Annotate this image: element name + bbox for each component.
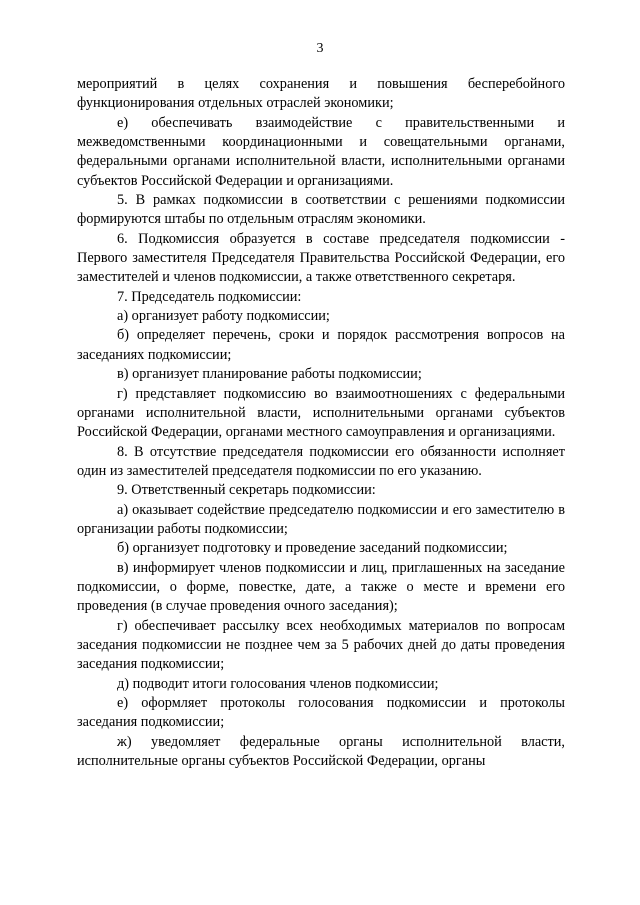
paragraph: г) представляет подкомиссию во взаимоотношениях с федеральными органами исполнительной власти, исполнительными органами субъектов Российской Федерации, органами местного самоуправления и организациями.	[77, 385, 565, 441]
paragraph: е) обеспечивать взаимодействие с правительственными и межведомственными координационными и совещательными органами, федеральными органами исполнительной власти, исполнительными органами субъектов Российской Федерации и организациями.	[77, 114, 565, 189]
paragraph: 6. Подкомиссия образуется в составе председателя подкомиссии - Первого заместителя Председателя Правительства Российской Федерации, его заместителей и членов подкомиссии, а также ответственного секретаря.	[77, 230, 565, 286]
paragraph: д) подводит итоги голосования членов подкомиссии;	[117, 675, 439, 692]
paragraph: 8. В отсутствие председателя подкомиссии его обязанности исполняет один из заместителей председателя подкомиссии по его указанию.	[77, 443, 565, 479]
paragraph: г) обеспечивает рассылку всех необходимых материалов по вопросам заседания подкомиссии не позднее чем за 5 рабочих дней до даты проведения заседания подкомиссии;	[77, 617, 565, 673]
paragraph: б) организует подготовку и проведение заседаний подкомиссии;	[117, 540, 508, 557]
paragraph: 5. В рамках подкомиссии в соответствии с решениями подкомиссии формируются штабы по отдельным отраслям экономики.	[77, 192, 565, 228]
paragraph: б) определяет перечень, сроки и порядок рассмотрения вопросов на заседаниях подкомиссии;	[77, 327, 565, 363]
document-body	[77, 75, 565, 771]
paragraph: мероприятий в целях сохранения и повышения бесперебойного функционирования отдельных отраслей экономики;	[77, 76, 565, 112]
paragraph: в) информирует членов подкомиссии и лиц, приглашенных на заседание подкомиссии, о форме, повестке, дате, а также о месте и времени его проведения (в случае проведения очного заседания);	[77, 559, 565, 615]
paragraph: в) организует планирование работы подкомиссии;	[117, 366, 422, 383]
paragraph: е) оформляет протоколы голосования подкомиссии и протоколы заседания подкомиссии;	[77, 695, 565, 731]
paragraph: 9. Ответственный секретарь подкомиссии:	[117, 482, 376, 499]
paragraph: а) оказывает содействие председателю подкомиссии и его заместителю в организации работы подкомиссии;	[77, 501, 565, 537]
paragraph: ж) уведомляет федеральные органы исполнительной власти, исполнительные органы субъектов Российской Федерации, органы	[77, 733, 565, 770]
page-number: 3	[316, 41, 324, 56]
paragraph: а) организует работу подкомиссии;	[117, 308, 330, 325]
paragraph: 7. Председатель подкомиссии:	[117, 288, 302, 305]
